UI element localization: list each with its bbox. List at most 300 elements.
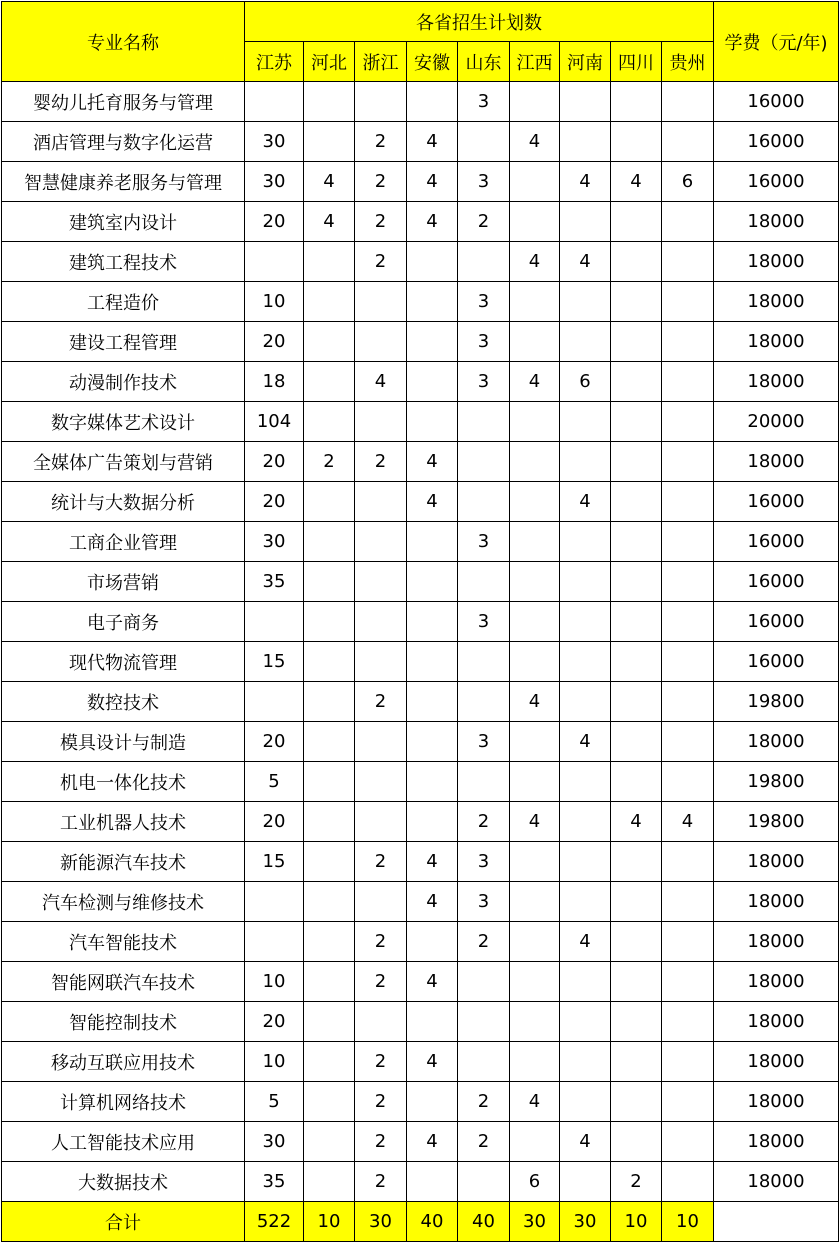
- quota-cell: [458, 562, 510, 602]
- quota-cell: 20: [245, 442, 304, 482]
- total-row: [2, 1202, 839, 1242]
- quota-cell: [407, 922, 458, 962]
- table-row: [2, 1082, 839, 1122]
- quota-cell: [611, 322, 662, 362]
- quota-cell: [458, 642, 510, 682]
- tuition-cell: 20000: [714, 402, 839, 442]
- province-header: 山东: [458, 42, 510, 82]
- quota-cell: [662, 242, 714, 282]
- quota-cell: [304, 642, 355, 682]
- quota-cell: [458, 442, 510, 482]
- quota-cell: 2: [458, 1082, 510, 1122]
- table-row: [2, 402, 839, 442]
- table-row: [2, 82, 839, 122]
- quota-cell: [407, 522, 458, 562]
- quota-cell: [611, 202, 662, 242]
- quota-cell: [560, 402, 611, 442]
- quota-cell: 10: [245, 962, 304, 1002]
- quota-cell: [304, 602, 355, 642]
- quota-cell: [611, 562, 662, 602]
- quota-cell: [510, 402, 560, 442]
- quota-cell: [458, 962, 510, 1002]
- tuition-cell: 16000: [714, 522, 839, 562]
- quota-cell: [510, 282, 560, 322]
- quota-cell: 6: [560, 362, 611, 402]
- quota-cell: [304, 962, 355, 1002]
- quota-cell: 2: [304, 442, 355, 482]
- quota-cell: 20: [245, 322, 304, 362]
- major-name-cell: 动漫制作技术: [2, 362, 245, 402]
- quota-cell: [662, 202, 714, 242]
- quota-cell: [662, 402, 714, 442]
- total-quota-cell: 30: [510, 1202, 560, 1242]
- quota-cell: [458, 402, 510, 442]
- quota-cell: 2: [458, 922, 510, 962]
- quota-cell: 15: [245, 642, 304, 682]
- quota-cell: [662, 82, 714, 122]
- total-quota-cell: 40: [458, 1202, 510, 1242]
- total-quota-cell: 522: [245, 1202, 304, 1242]
- enrollment-plan-table: [1, 1, 839, 1242]
- total-quota-cell: 30: [355, 1202, 407, 1242]
- total-tuition-cell: [714, 1202, 839, 1242]
- quota-cell: 104: [245, 402, 304, 442]
- quota-cell: [662, 562, 714, 602]
- quota-cell: [304, 1082, 355, 1122]
- quota-cell: [662, 1082, 714, 1122]
- quota-cell: [662, 282, 714, 322]
- quota-cell: [458, 122, 510, 162]
- quota-cell: [355, 762, 407, 802]
- quota-cell: [304, 722, 355, 762]
- quota-cell: [662, 602, 714, 642]
- quota-cell: [611, 922, 662, 962]
- quota-cell: [304, 122, 355, 162]
- quota-cell: [662, 522, 714, 562]
- quota-cell: [560, 802, 611, 842]
- quota-cell: 4: [510, 1082, 560, 1122]
- quota-cell: [510, 842, 560, 882]
- quota-cell: 4: [560, 242, 611, 282]
- quota-cell: [304, 482, 355, 522]
- tuition-cell: 18000: [714, 882, 839, 922]
- quota-cell: [407, 762, 458, 802]
- quota-cell: 4: [407, 882, 458, 922]
- major-name-cell: 电子商务: [2, 602, 245, 642]
- tuition-cell: 18000: [714, 282, 839, 322]
- quota-cell: [510, 722, 560, 762]
- quota-cell: [304, 402, 355, 442]
- quota-cell: [355, 882, 407, 922]
- quota-cell: [510, 442, 560, 482]
- quota-cell: [510, 1002, 560, 1042]
- quota-cell: 2: [355, 1122, 407, 1162]
- major-name-cell: 统计与大数据分析: [2, 482, 245, 522]
- quota-cell: [560, 202, 611, 242]
- quota-cell: [560, 322, 611, 362]
- major-name-cell: 建设工程管理: [2, 322, 245, 362]
- major-name-cell: 新能源汽车技术: [2, 842, 245, 882]
- major-name-cell: 数控技术: [2, 682, 245, 722]
- province-header: 江西: [510, 42, 560, 82]
- quota-cell: 4: [407, 1122, 458, 1162]
- tuition-header: 学费（元/年): [714, 2, 839, 82]
- quota-cell: [662, 1162, 714, 1202]
- quota-cell: [355, 602, 407, 642]
- quota-cell: 4: [510, 682, 560, 722]
- quota-cell: 30: [245, 522, 304, 562]
- quota-cell: [662, 762, 714, 802]
- quota-cell: 30: [245, 1122, 304, 1162]
- quota-cell: 10: [245, 1042, 304, 1082]
- major-name-cell: 汽车检测与维修技术: [2, 882, 245, 922]
- province-header: 河北: [304, 42, 355, 82]
- tuition-cell: 18000: [714, 202, 839, 242]
- quota-cell: [662, 1042, 714, 1082]
- total-quota-cell: 10: [611, 1202, 662, 1242]
- quota-cell: [611, 842, 662, 882]
- quota-cell: 2: [458, 1122, 510, 1162]
- tuition-cell: 19800: [714, 682, 839, 722]
- quota-cell: 20: [245, 1002, 304, 1042]
- quota-cell: 4: [560, 162, 611, 202]
- header-row-top: [2, 2, 839, 42]
- quota-cell: [611, 602, 662, 642]
- table-row: [2, 1162, 839, 1202]
- quota-cell: [407, 82, 458, 122]
- table-row: [2, 1122, 839, 1162]
- quota-cell: [510, 522, 560, 562]
- quota-cell: [611, 1002, 662, 1042]
- tuition-cell: 18000: [714, 922, 839, 962]
- major-name-cell: 工商企业管理: [2, 522, 245, 562]
- quota-cell: [510, 922, 560, 962]
- quota-cell: 2: [355, 202, 407, 242]
- major-name-cell: 婴幼儿托育服务与管理: [2, 82, 245, 122]
- quota-cell: [407, 562, 458, 602]
- quota-cell: 3: [458, 522, 510, 562]
- quota-cell: [510, 1042, 560, 1082]
- quota-cell: [560, 602, 611, 642]
- quota-cell: [510, 202, 560, 242]
- quota-cell: [355, 402, 407, 442]
- quota-cell: 2: [458, 802, 510, 842]
- tuition-cell: 19800: [714, 762, 839, 802]
- province-header: 河南: [560, 42, 611, 82]
- quota-cell: [611, 642, 662, 682]
- quota-cell: [407, 242, 458, 282]
- quota-cell: 2: [355, 1042, 407, 1082]
- quota-cell: [611, 962, 662, 1002]
- table-row: [2, 242, 839, 282]
- quota-cell: [510, 82, 560, 122]
- quota-cell: [355, 802, 407, 842]
- quota-cell: 4: [407, 162, 458, 202]
- tuition-cell: 16000: [714, 82, 839, 122]
- table-row: [2, 722, 839, 762]
- quota-cell: [662, 842, 714, 882]
- quota-cell: 6: [510, 1162, 560, 1202]
- quota-cell: 3: [458, 842, 510, 882]
- quota-cell: [560, 882, 611, 922]
- quota-cell: [560, 442, 611, 482]
- quota-cell: 3: [458, 602, 510, 642]
- major-name-cell: 全媒体广告策划与营销: [2, 442, 245, 482]
- quota-cell: 6: [662, 162, 714, 202]
- quota-cell: [662, 922, 714, 962]
- table-row: [2, 802, 839, 842]
- quota-cell: [407, 1162, 458, 1202]
- tuition-cell: 16000: [714, 122, 839, 162]
- quota-cell: [355, 562, 407, 602]
- quota-cell: [560, 842, 611, 882]
- quota-cell: 20: [245, 722, 304, 762]
- major-name-cell: 工程造价: [2, 282, 245, 322]
- quota-cell: 2: [355, 922, 407, 962]
- quota-cell: 2: [355, 842, 407, 882]
- quota-cell: [560, 282, 611, 322]
- quota-cell: [560, 82, 611, 122]
- table-row: [2, 842, 839, 882]
- quota-cell: [304, 922, 355, 962]
- tuition-cell: 16000: [714, 162, 839, 202]
- quota-cell: [304, 522, 355, 562]
- table-row: [2, 682, 839, 722]
- province-header: 安徽: [407, 42, 458, 82]
- province-header: 江苏: [245, 42, 304, 82]
- quota-cell: 35: [245, 1162, 304, 1202]
- quota-cell: [662, 1002, 714, 1042]
- quota-cell: [611, 522, 662, 562]
- quota-cell: [611, 682, 662, 722]
- quota-cell: [510, 642, 560, 682]
- quota-cell: [407, 402, 458, 442]
- province-header: 浙江: [355, 42, 407, 82]
- quota-cell: [510, 322, 560, 362]
- tuition-cell: 18000: [714, 442, 839, 482]
- quota-cell: 2: [355, 1082, 407, 1122]
- quota-cell: [245, 242, 304, 282]
- quota-cell: 4: [407, 122, 458, 162]
- quota-cell: 4: [407, 962, 458, 1002]
- tuition-cell: 18000: [714, 362, 839, 402]
- table-row: [2, 882, 839, 922]
- quota-cell: [304, 322, 355, 362]
- tuition-cell: 16000: [714, 602, 839, 642]
- major-name-cell: 智能控制技术: [2, 1002, 245, 1042]
- quota-cell: 3: [458, 722, 510, 762]
- quota-cell: 4: [304, 162, 355, 202]
- quota-cell: 5: [245, 1082, 304, 1122]
- quota-cell: [407, 802, 458, 842]
- quota-cell: [355, 322, 407, 362]
- quota-cell: [458, 1002, 510, 1042]
- quota-cell: [510, 602, 560, 642]
- quota-cell: [560, 122, 611, 162]
- quota-cell: [662, 682, 714, 722]
- major-name-cell: 建筑工程技术: [2, 242, 245, 282]
- quota-cell: [355, 482, 407, 522]
- total-quota-cell: 30: [560, 1202, 611, 1242]
- tuition-cell: 18000: [714, 1082, 839, 1122]
- quota-cell: [245, 82, 304, 122]
- major-name-cell: 智慧健康养老服务与管理: [2, 162, 245, 202]
- tuition-cell: 19800: [714, 802, 839, 842]
- table-row: [2, 202, 839, 242]
- quota-cell: [458, 682, 510, 722]
- province-header: 四川: [611, 42, 662, 82]
- quota-cell: [662, 722, 714, 762]
- quota-cell: 2: [355, 242, 407, 282]
- quota-cell: [611, 82, 662, 122]
- quota-cell: [510, 762, 560, 802]
- major-name-cell: 现代物流管理: [2, 642, 245, 682]
- quota-cell: [407, 282, 458, 322]
- quota-cell: [662, 442, 714, 482]
- table-row: [2, 1042, 839, 1082]
- quota-cell: 15: [245, 842, 304, 882]
- quota-cell: [458, 762, 510, 802]
- quota-cell: [662, 882, 714, 922]
- quota-cell: 3: [458, 882, 510, 922]
- major-name-cell: 建筑室内设计: [2, 202, 245, 242]
- quota-cell: [611, 242, 662, 282]
- quota-cell: [611, 482, 662, 522]
- quota-cell: [458, 482, 510, 522]
- total-quota-cell: 10: [662, 1202, 714, 1242]
- quota-cell: 2: [611, 1162, 662, 1202]
- quota-cell: [611, 882, 662, 922]
- quota-cell: [611, 1122, 662, 1162]
- quota-cell: [407, 602, 458, 642]
- major-name-cell: 工业机器人技术: [2, 802, 245, 842]
- quota-cell: [611, 722, 662, 762]
- table-row: [2, 122, 839, 162]
- tuition-cell: 18000: [714, 322, 839, 362]
- quota-cell: [355, 722, 407, 762]
- quota-cell: [458, 1162, 510, 1202]
- quota-cell: 3: [458, 362, 510, 402]
- major-name-cell: 智能网联汽车技术: [2, 962, 245, 1002]
- quota-cell: [662, 642, 714, 682]
- quota-cell: 20: [245, 482, 304, 522]
- quota-cell: [304, 882, 355, 922]
- quota-cell: 2: [355, 682, 407, 722]
- quota-cell: [355, 82, 407, 122]
- quota-cell: [510, 962, 560, 1002]
- tuition-cell: 16000: [714, 482, 839, 522]
- quota-cell: [407, 322, 458, 362]
- table-row: [2, 762, 839, 802]
- quota-cell: 10: [245, 282, 304, 322]
- quota-cell: 4: [611, 162, 662, 202]
- quota-cell: [560, 762, 611, 802]
- table-row: [2, 482, 839, 522]
- quota-cell: [662, 122, 714, 162]
- quota-cell: [304, 762, 355, 802]
- quota-cell: 4: [560, 722, 611, 762]
- quota-cell: 35: [245, 562, 304, 602]
- quota-cell: 2: [355, 962, 407, 1002]
- quota-cell: 2: [355, 442, 407, 482]
- table-row: [2, 282, 839, 322]
- tuition-cell: 18000: [714, 1002, 839, 1042]
- quota-cell: [662, 962, 714, 1002]
- quota-cell: [662, 1122, 714, 1162]
- quota-cell: [355, 282, 407, 322]
- quota-cell: [245, 602, 304, 642]
- quota-cell: [304, 562, 355, 602]
- major-name-cell: 移动互联应用技术: [2, 1042, 245, 1082]
- tuition-cell: 18000: [714, 242, 839, 282]
- tuition-cell: 18000: [714, 842, 839, 882]
- quota-cell: 2: [355, 122, 407, 162]
- quota-cell: [560, 562, 611, 602]
- table-row: [2, 922, 839, 962]
- quota-cell: 4: [510, 362, 560, 402]
- quota-cell: 30: [245, 122, 304, 162]
- quota-cell: 4: [560, 482, 611, 522]
- quota-cell: [304, 242, 355, 282]
- quota-cell: [560, 642, 611, 682]
- quota-cell: [510, 562, 560, 602]
- quota-cell: [245, 922, 304, 962]
- tuition-cell: 18000: [714, 962, 839, 1002]
- quota-cell: 4: [407, 1042, 458, 1082]
- major-name-cell: 计算机网络技术: [2, 1082, 245, 1122]
- quota-cell: 5: [245, 762, 304, 802]
- quota-cell: [560, 1002, 611, 1042]
- major-name-cell: 模具设计与制造: [2, 722, 245, 762]
- tuition-cell: 16000: [714, 642, 839, 682]
- quota-cell: [611, 1042, 662, 1082]
- total-quota-cell: 10: [304, 1202, 355, 1242]
- quota-cell: 4: [407, 482, 458, 522]
- quota-cell: [611, 442, 662, 482]
- quota-cell: 18: [245, 362, 304, 402]
- quota-cell: [611, 1082, 662, 1122]
- quota-cell: [407, 362, 458, 402]
- major-name-header: 专业名称: [2, 2, 245, 82]
- table-row: [2, 642, 839, 682]
- major-name-cell: 大数据技术: [2, 1162, 245, 1202]
- quota-cell: [611, 282, 662, 322]
- quota-cell: [560, 682, 611, 722]
- tuition-cell: 18000: [714, 722, 839, 762]
- quota-cell: 4: [355, 362, 407, 402]
- tuition-cell: 16000: [714, 562, 839, 602]
- quota-cell: [304, 1162, 355, 1202]
- quota-cell: 4: [510, 122, 560, 162]
- quota-cell: [560, 1162, 611, 1202]
- major-name-cell: 酒店管理与数字化运营: [2, 122, 245, 162]
- quota-cell: [510, 882, 560, 922]
- quota-cell: [304, 1042, 355, 1082]
- table-row: [2, 522, 839, 562]
- quota-cell: [611, 402, 662, 442]
- major-name-cell: 机电一体化技术: [2, 762, 245, 802]
- quota-cell: 4: [510, 242, 560, 282]
- quota-cell: [407, 722, 458, 762]
- quota-cell: [304, 282, 355, 322]
- table-row: [2, 602, 839, 642]
- table-row: [2, 962, 839, 1002]
- quota-cell: [407, 1082, 458, 1122]
- quota-cell: [560, 1042, 611, 1082]
- quota-cell: [611, 122, 662, 162]
- quota-cell: 2: [355, 1162, 407, 1202]
- quota-cell: 4: [304, 202, 355, 242]
